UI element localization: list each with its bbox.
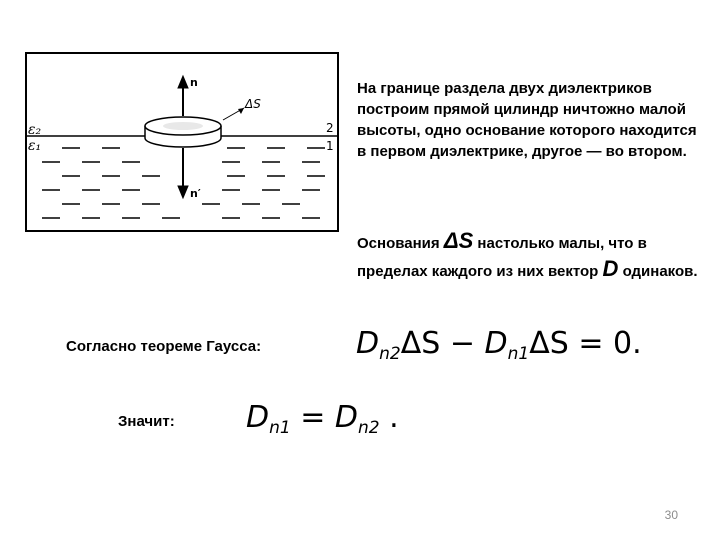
gauss-label: Согласно теореме Гаусса: — [66, 338, 262, 355]
explanation-paragraph-2 — [357, 228, 707, 284]
boundary-num-2: 2 — [326, 121, 334, 135]
result-label: Значит: — [118, 413, 175, 430]
formula-d: D — [484, 326, 508, 361]
n-label: n — [190, 76, 198, 89]
formula-d: D — [334, 400, 359, 435]
formula-sub: n2 — [379, 344, 401, 364]
dielectric-boundary-figure — [22, 50, 342, 236]
delta-s-symbol: ΔS — [443, 228, 474, 253]
n-prime-label: n′ — [190, 187, 201, 200]
formula-d: D — [246, 400, 270, 435]
para2-start: Основания — [357, 235, 444, 252]
formula-equals: = — [290, 400, 335, 435]
formula-dot: . — [379, 400, 399, 435]
formula-equals: = 0. — [568, 326, 642, 361]
formula-ds: ΔS — [529, 326, 569, 361]
gauss-formula — [356, 326, 642, 364]
formula-d: D — [356, 326, 380, 361]
vector-d-symbol: D — [602, 256, 619, 281]
page-number: 30 — [664, 508, 678, 522]
cylinder — [145, 117, 221, 147]
normal-arrow-down — [178, 148, 188, 198]
eps2-label: ε₂ — [28, 122, 42, 138]
explanation-paragraph-1: На границе раздела двух диэлектриков построим прямой цилиндр ничтожно малой высоты, одно основание которого находится в первом диэлектрике, другое — во втором. — [357, 80, 697, 160]
eps1-label: ε₁ — [28, 138, 42, 154]
para2-end: одинаков. — [618, 263, 698, 280]
formula-minus: − — [440, 326, 485, 361]
para2-mid: настолько малы, что в пределах каждого из них вектор — [357, 235, 647, 280]
formula-sub: n1 — [269, 418, 291, 438]
normal-arrow-up — [178, 76, 188, 116]
formula-sub: n2 — [358, 418, 380, 438]
formula-sub: n1 — [507, 344, 530, 364]
result-formula — [246, 400, 399, 438]
ds-label: ΔS — [245, 97, 261, 111]
boundary-num-1: 1 — [326, 139, 334, 153]
formula-ds: ΔS — [400, 326, 441, 361]
